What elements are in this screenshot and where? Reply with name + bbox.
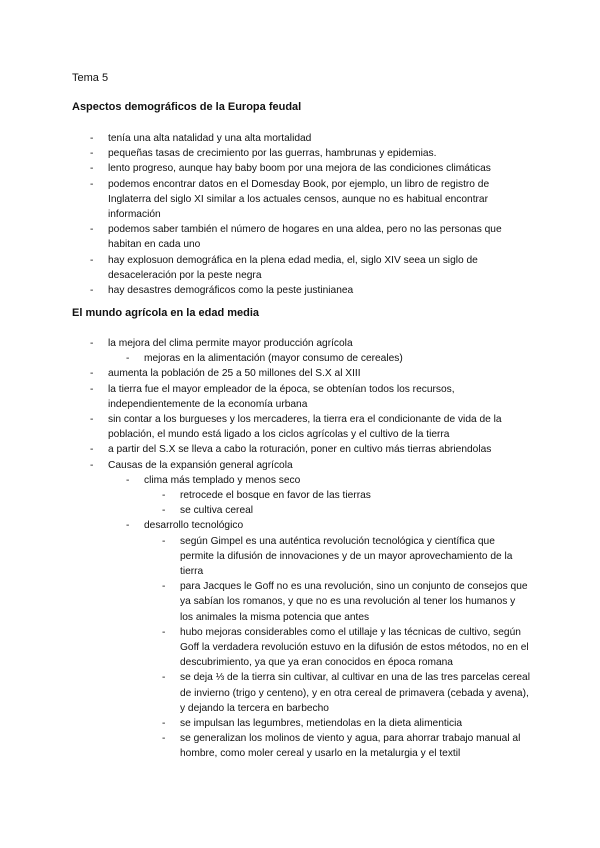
list-item: - lento progreso, aunque hay baby boom por una mejora de las condiciones climáticas	[0, 161, 600, 176]
bullet-dash: -	[162, 505, 166, 517]
list-item: - según Gimpel es una auténtica revolución tecnológica y científica que permite la difusión de innovaciones y de un mayor aprovechamiento de la tierra	[162, 535, 513, 578]
bullet-dash: -	[162, 626, 166, 638]
agricola-list	[0, 336, 600, 762]
bullet-dash: -	[90, 254, 94, 266]
bullet-dash: -	[90, 444, 94, 456]
list-item: - desarrollo tecnológico	[0, 518, 600, 533]
list-item: - para Jacques le Goff no es una revolución, sino un conjunto de consejos que ya sabían los romanos, y que no es una revolución al tener los humanos y los animales la misma potencia que antes	[162, 581, 528, 623]
list-item: - podemos saber también el número de hogares en una aldea, pero no las personas que habitan en cada uno	[90, 224, 502, 251]
list-item: - hay explosuon demográfica en la plena edad media, el, siglo XIV seea un siglo de desaceleración por la peste negra	[90, 254, 478, 281]
section-heading-agricola: El mundo agrícola en la edad media	[72, 307, 260, 319]
bullet-dash: -	[90, 163, 94, 175]
list-item: - se cultiva cereal	[0, 503, 600, 518]
list-item: - se impulsan las legumbres, metiendolas en la dieta alimenticia	[0, 716, 600, 731]
list-item: - pequeñas tasas de crecimiento por las guerras, hambrunas y epidemias.	[0, 146, 600, 161]
bullet-dash: -	[90, 414, 94, 426]
bullet-dash: -	[162, 581, 166, 593]
bullet-dash: -	[162, 490, 166, 502]
list-item: - aumenta la población de 25 a 50 millones del S.X al XIII	[0, 366, 600, 381]
list-item: - clima más templado y menos seco	[0, 473, 600, 488]
list-item: - hubo mejoras considerables como el utillaje y las técnicas de cultivo, según Goff la verdadera revolución estuvo en la difusión de estos métodos, no en el descubrimiento, ya que ya eran conocidos en época romana	[162, 626, 529, 669]
list-item: - la tierra fue el mayor empleador de la época, se obtenían todos los recursos, independientemente de la economía urbana	[90, 383, 455, 410]
list-item: - tenía una alta natalidad y una alta mortalidad	[0, 131, 600, 146]
bullet-dash: -	[90, 224, 94, 236]
bullet-dash: -	[162, 733, 166, 745]
bullet-dash: -	[90, 178, 94, 190]
section-heading-demografia: Aspectos demográficos de la Europa feudal	[72, 101, 302, 113]
list-item: - mejoras en la alimentación (mayor consumo de cereales)	[0, 351, 600, 366]
bullet-dash: -	[90, 459, 94, 471]
bullet-dash: -	[90, 338, 94, 349]
list-item: - se deja ⅓ de la tierra sin cultivar, al cultivar en una de las tres parcelas cereal de invierno (trigo y centeno), y en otra cereal de primavera (cebada y avena), y dejando la tercera en barbecho	[162, 672, 530, 714]
list-item: - podemos encontrar datos en el Domesday Book, por ejemplo, un libro de registro de Inglaterra del siglo XI similar a los actuales censos, aunque no es habitual encontrar información	[90, 178, 490, 221]
list-item: - a partir del S.X se lleva a cabo la roturación, poner en cultivo más tierras abriendolas	[0, 442, 600, 457]
list-item: - se generalizan los molinos de viento y agua, para ahorrar trabajo manual al hombre, como moler cereal y usarlo en la metalurgia y el textil	[162, 733, 521, 760]
bullet-dash: -	[126, 353, 130, 365]
bullet-dash: -	[126, 520, 130, 532]
list-item: - hay desastres demográficos como la peste justinianea	[0, 283, 600, 298]
list-item: - Causas de la expansión general agrícola	[0, 458, 600, 473]
bullet-dash: -	[162, 672, 166, 684]
bullet-dash: -	[90, 368, 94, 380]
bullet-dash: -	[162, 535, 166, 547]
bullet-dash: -	[90, 133, 94, 144]
demografia-list	[0, 131, 600, 298]
bullet-dash: -	[90, 148, 94, 160]
list-item: - sin contar a los burgueses y los mercaderes, la tierra era el condicionante de vida de la población, el mundo está ligado a los ciclos agrícolas y el cultivo de la tierra	[90, 414, 502, 441]
bullet-dash: -	[90, 383, 94, 395]
list-item: - retrocede el bosque en favor de las tierras	[0, 488, 600, 503]
list-item: - la mejora del clima permite mayor producción agrícola	[0, 336, 600, 351]
bullet-dash: -	[90, 285, 94, 297]
bullet-dash: -	[126, 474, 130, 486]
topic-label: Tema 5	[72, 72, 109, 84]
bullet-dash: -	[162, 718, 166, 730]
